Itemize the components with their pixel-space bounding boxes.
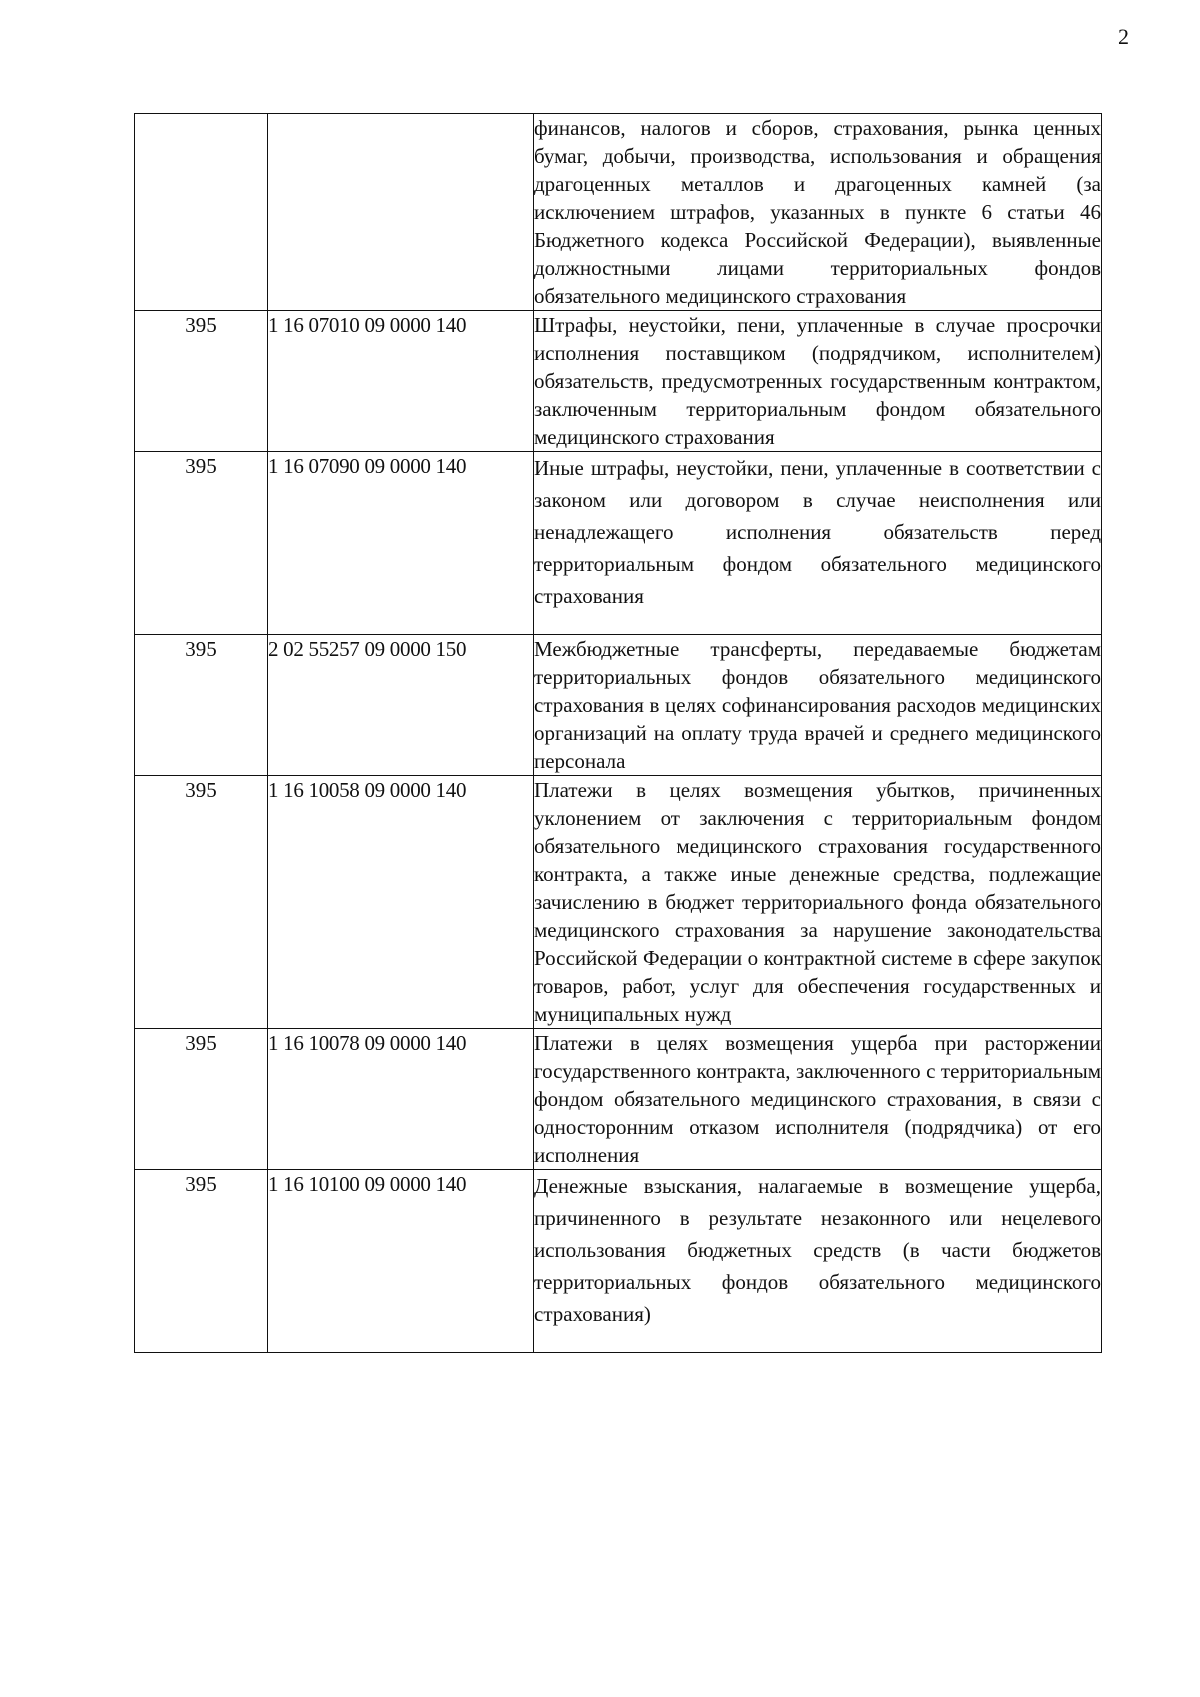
description-cell: Платежи в целях возмещения убытков, причиненных уклонением от заключения с территориальным фондом обязательного медицинского страхования государственного контракта, а также иные денежные средства, подлежащие зачислению в бюджет территориального фонда обязательного медицинского страхования за нарушение законодательства Российской Федерации о контрактной системе в сфере закупок товаров, работ, услуг для обеспечения государственных и муниципальных нужд [534, 776, 1102, 1029]
table-row [135, 114, 1102, 311]
kbk-code-cell: 2 02 55257 09 0000 150 [268, 635, 534, 776]
kbk-code-cell: 1 16 07090 09 0000 140 [268, 452, 534, 635]
admin-code-cell: 395 [135, 311, 268, 452]
description-cell: Платежи в целях возмещения ущерба при расторжении государственного контракта, заключенного с территориальным фондом обязательного медицинского страхования, в связи с односторонним отказом исполнителя (подрядчика) от его исполнения [534, 1029, 1102, 1170]
kbk-code-cell [268, 114, 534, 311]
budget-code-table [134, 113, 1102, 1353]
description-cell: финансов, налогов и сборов, страхования, рынка ценных бумаг, добычи, производства, использования и обращения драгоценных металлов и драгоценных камней (за исключением штрафов, указанных в пункте 6 статьи 46 Бюджетного кодекса Российской Федерации), выявленные должностными лицами территориальных фондов обязательного медицинского страхования [534, 114, 1102, 311]
table-row [135, 1029, 1102, 1170]
kbk-code-cell: 1 16 10078 09 0000 140 [268, 1029, 534, 1170]
table-row [135, 635, 1102, 776]
kbk-code-cell: 1 16 07010 09 0000 140 [268, 311, 534, 452]
admin-code-cell: 395 [135, 452, 268, 635]
admin-code-cell: 395 [135, 1170, 268, 1353]
kbk-code-cell: 1 16 10100 09 0000 140 [268, 1170, 534, 1353]
description-cell: Иные штрафы, неустойки, пени, уплаченные в соответствии с законом или договором в случае неисполнения или ненадлежащего исполнения обязательств перед территориальным фондом обязательного медицинского страхования [534, 452, 1102, 635]
table-row [135, 452, 1102, 635]
page-number: 2 [1118, 24, 1129, 49]
description-cell: Межбюджетные трансферты, передаваемые бюджетам территориальных фондов обязательного медицинского страхования в целях софинансирования расходов медицинских организаций на оплату труда врачей и среднего медицинского персонала [534, 635, 1102, 776]
table-row [135, 311, 1102, 452]
kbk-code-cell: 1 16 10058 09 0000 140 [268, 776, 534, 1029]
admin-code-cell: 395 [135, 1029, 268, 1170]
admin-code-cell: 395 [135, 776, 268, 1029]
description-cell: Денежные взыскания, налагаемые в возмещение ущерба, причиненного в результате незаконного или нецелевого использования бюджетных средств (в части бюджетов территориальных фондов обязательного медицинского страхования) [534, 1170, 1102, 1353]
admin-code-cell: 395 [135, 635, 268, 776]
table-row [135, 1170, 1102, 1353]
table-row [135, 776, 1102, 1029]
description-cell: Штрафы, неустойки, пени, уплаченные в случае просрочки исполнения поставщиком (подрядчиком, исполнителем) обязательств, предусмотренных государственным контрактом, заключенным территориальным фондом обязательного медицинского страхования [534, 311, 1102, 452]
admin-code-cell [135, 114, 268, 311]
